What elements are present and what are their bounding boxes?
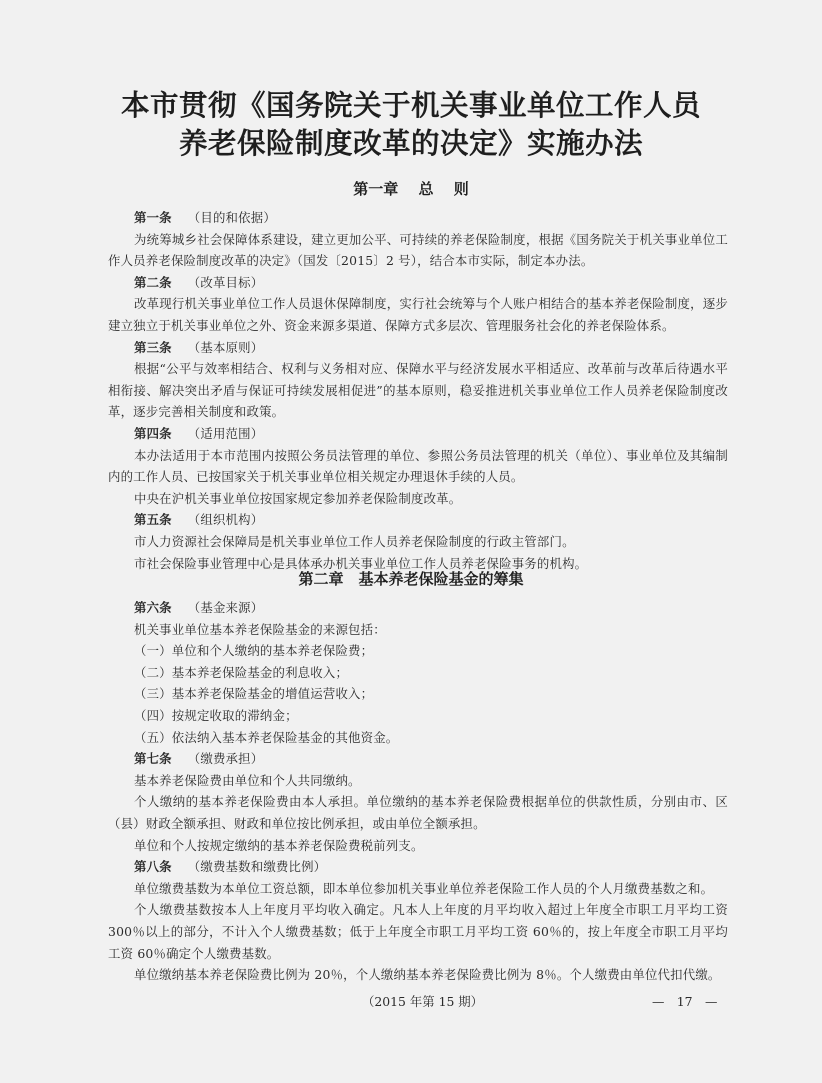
chapter-1-heading: 第一章 总 则: [353, 180, 469, 198]
article-4-heading: [108, 423, 728, 445]
article-6-heading: [108, 597, 728, 619]
page-number: — 17 —: [652, 994, 718, 1009]
article-7-heading: [108, 748, 728, 770]
article-2-heading: [108, 272, 728, 294]
article-label: 第七条: [134, 751, 172, 767]
article-8-heading: [108, 856, 728, 878]
article-7-para-2: 个人缴纳的基本养老保险费由本人承担。单位缴纳的基本养老保险费根据单位的供款性质，分别由市、区（县）财政全额承担、财政和单位按比例承担，或由单位全额承担。: [108, 794, 728, 831]
issue-number: （2015 年第 15 期）: [362, 994, 484, 1009]
article-label: 第四条: [134, 425, 172, 441]
article-7-para-1: 基本养老保险费由单位和个人共同缴纳。: [134, 772, 361, 788]
article-1-para-1: 为统筹城乡社会保障体系建设，建立更加公平、可持续的养老保险制度，根据《国务院关于机关事业单位工作人员养老保险制度改革的决定》（国发〔2015〕2 号），结合本市实际，制定本办法。: [108, 231, 728, 269]
chapter-1-body: [108, 207, 728, 574]
chapter-2-body: [108, 597, 728, 986]
title-line-1: 本市贯彻《国务院关于机关事业单位工作人员: [120, 88, 701, 122]
article-label: 第三条: [134, 339, 172, 355]
article-label: 第一条: [134, 210, 172, 225]
article-3-heading: [108, 337, 728, 359]
article-subtitle: （基本原则）: [187, 339, 264, 355]
article-7-para-3: 单位和个人按规定缴纳的基本养老保险费税前列支。: [134, 837, 424, 853]
article-subtitle: （缴费基数和缴费比例）: [187, 859, 327, 875]
article-8-para-1: 单位缴费基数为本单位工资总额，即本单位参加机关事业单位养老保险工作人员的个人月缴费基数之和。: [134, 880, 714, 896]
article-4-para-1: 本办法适用于本市范围内按照公务员法管理的单位、参照公务员法管理的机关（单位）、事业单位及其编制内的工作人员、已按国家关于机关事业单位相关规定办理退休手续的人员。: [108, 447, 728, 485]
article-6-item-5: （五）依法纳入基本养老保险基金的其他资金。: [134, 729, 399, 745]
document-title: [0, 86, 822, 162]
article-3-para-1: 根据“公平与效率相结合、权利与义务相对应、保障水平与经济发展水平相适应、改革前与改革后待遇水平相衔接、解决突出矛盾与保证可持续发展相促进”的基本原则，稳妥推进机关事业单位工作人员养老保险制度改革，逐步完善相关制度和政策。: [108, 361, 728, 420]
article-8-para-3: 单位缴纳基本养老保险费比例为 20％，个人缴纳基本养老保险费比例为 8％。个人缴费由单位代扣代缴。: [134, 967, 721, 983]
article-subtitle: （基金来源）: [187, 600, 264, 615]
article-5-para-1: 市人力资源社会保障局是机关事业单位工作人员养老保险制度的行政主管部门。: [134, 533, 575, 549]
article-6-item-3: （三）基本养老保险基金的增值运营收入；: [134, 686, 374, 702]
article-subtitle: （缴费承担）: [187, 751, 264, 767]
article-subtitle: （适用范围）: [187, 425, 264, 441]
article-label: 第五条: [134, 512, 172, 528]
article-6-item-4: （四）按规定收取的滞纳金；: [134, 707, 298, 723]
article-label: 第二条: [134, 274, 172, 290]
article-label: 第六条: [134, 600, 172, 615]
article-1-heading: [108, 207, 728, 229]
title-line-2: 养老保险制度改革的决定》实施办法: [178, 126, 643, 160]
chapter-2-heading: 第二章 基本养老保险基金的筹集: [298, 570, 524, 588]
article-6-item-2: （二）基本养老保险基金的利息收入；: [134, 664, 349, 680]
article-subtitle: （目的和依据）: [187, 210, 276, 225]
article-8-para-2: 个人缴费基数按本人上年度月平均收入确定。凡本人上年度的月平均收入超过上年度全市职工月平均工资 300％以上的部分，不计入个人缴费基数；低于上年度全市职工月平均工资 60％的，按上年度全市职工月平均工资 60％确定个人缴费基数。: [108, 902, 728, 961]
article-6-item-1: （一）单位和个人缴纳的基本养老保险费；: [134, 643, 374, 659]
article-2-para-1: 改革现行机关事业单位工作人员退休保障制度，实行社会统筹与个人账户相结合的基本养老保险制度，逐步建立独立于机关事业单位之外、资金来源多渠道、保障方式多层次、管理服务社会化的养老保险体系。: [108, 296, 728, 333]
article-subtitle: （组织机构）: [187, 512, 264, 528]
article-label: 第八条: [134, 859, 172, 875]
article-subtitle: （改革目标）: [187, 274, 264, 290]
article-6-para-1: 机关事业单位基本养老保险基金的来源包括：: [134, 621, 386, 637]
article-4-para-2: 中央在沪机关事业单位按国家规定参加养老保险制度改革。: [134, 490, 462, 506]
article-5-heading: [108, 509, 728, 531]
article-5-para-2: 市社会保险事业管理中心是具体承办机关事业单位工作人员养老保险事务的机构。: [134, 555, 588, 571]
